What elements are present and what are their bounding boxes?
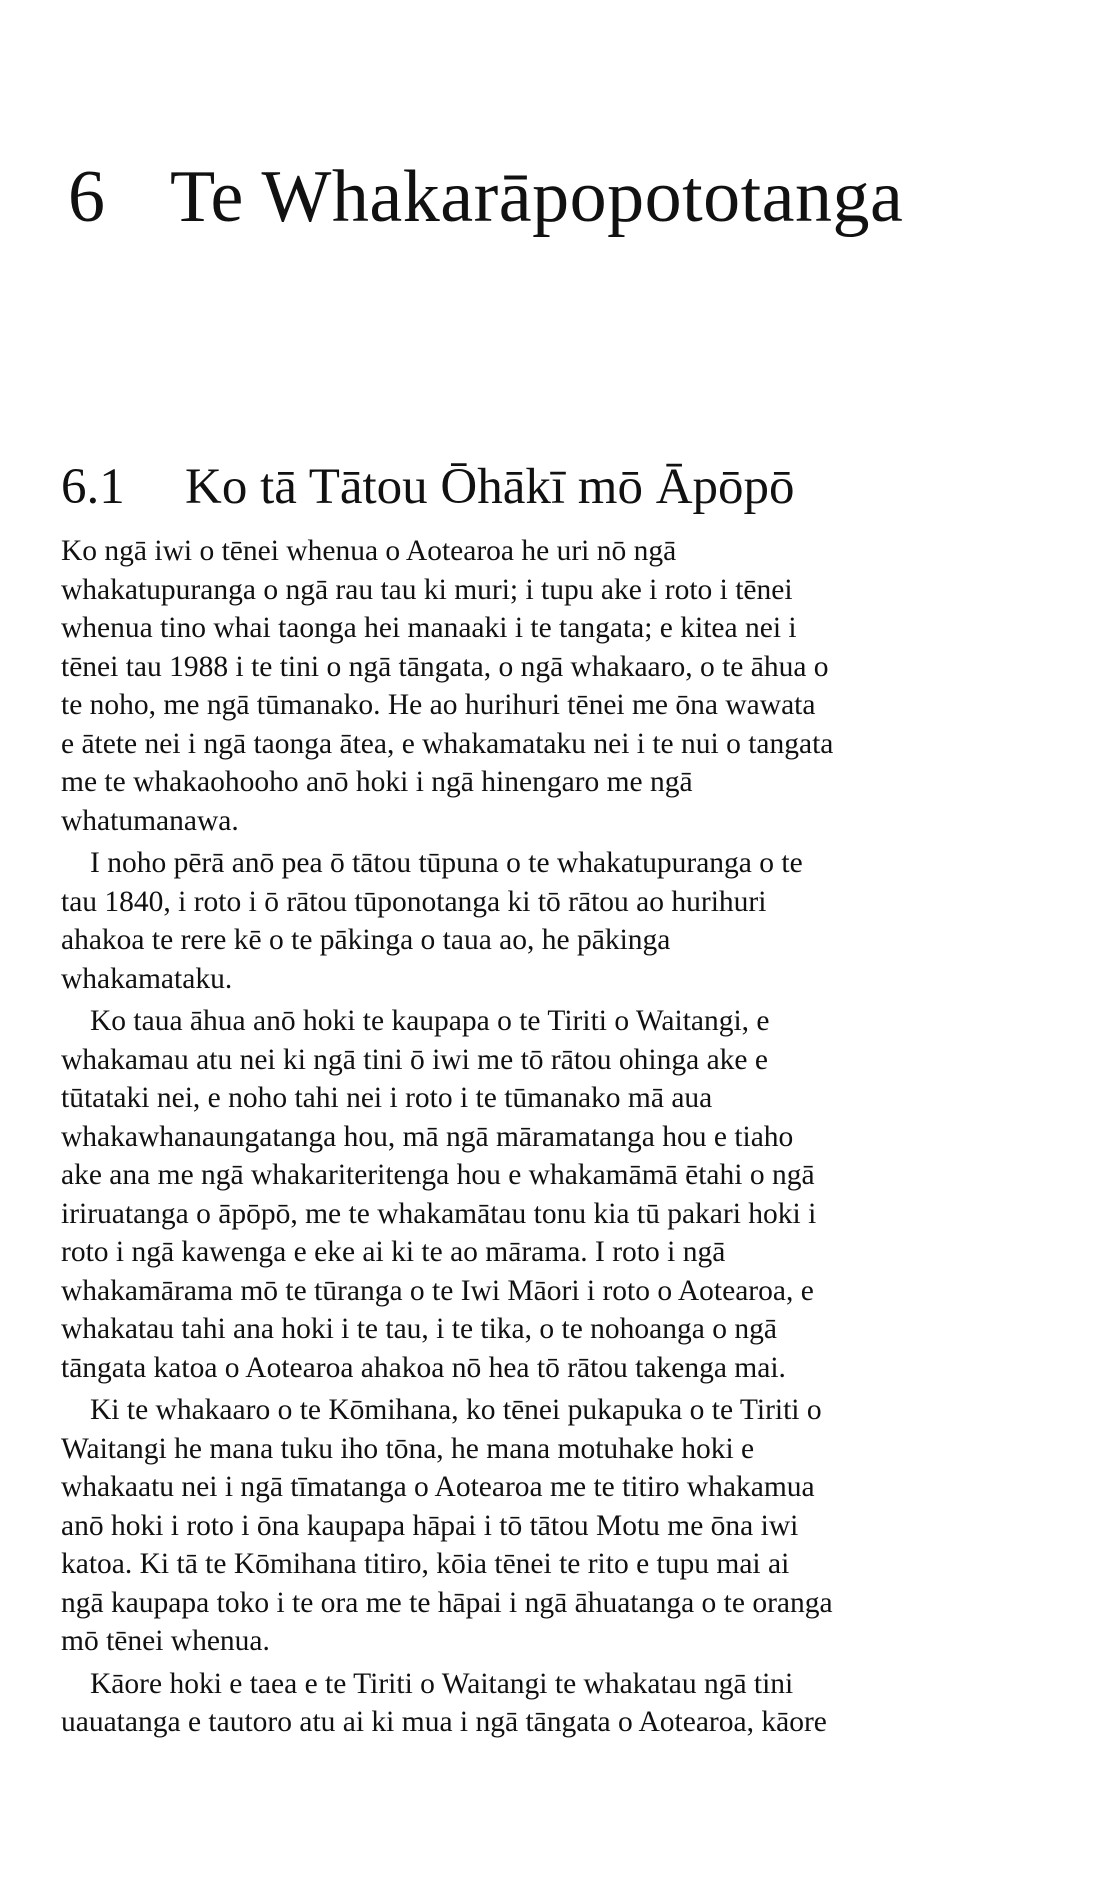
text-line: te noho, me ngā tūmanako. He ao hurihuri tēnei me ōna wawata bbox=[61, 689, 816, 721]
text-line: mō tēnei whenua. bbox=[61, 1625, 270, 1657]
text-line: whenua tino whai taonga hei manaaki i te tangata; e kitea nei i bbox=[61, 612, 797, 644]
text-line: tūtataki nei, e noho tahi nei i roto i te tūmanako mā aua bbox=[61, 1082, 713, 1114]
text-line: roto i ngā kawenga e eke ai ki te ao mārama. I roto i ngā bbox=[61, 1236, 726, 1268]
text-line: tau 1840, i roto i ō rātou tūponotanga ki tō rātou ao hurihuri bbox=[61, 885, 767, 918]
text-line: I noho pērā anō pea ō tātou tūpuna o te whakatupuranga o te bbox=[90, 847, 803, 879]
paragraph bbox=[61, 532, 1061, 840]
text-line: uauatanga e tautoro atu ai ki mua i ngā tāngata o Aotearoa, kāore bbox=[61, 1706, 827, 1738]
text-line: whakamataku. bbox=[61, 962, 233, 995]
text-line: whatumanawa. bbox=[61, 804, 239, 837]
text-line: iriruatanga o āpōpō, me te whakamātau tonu kia tū pakari hoki i bbox=[61, 1197, 817, 1230]
section-title: Ko tā Tātou Ōhākī mō Āpōpō bbox=[185, 459, 795, 515]
section-heading bbox=[61, 459, 795, 515]
text-line: me te whakaohooho anō hoki i ngā hinengaro me ngā bbox=[61, 766, 693, 798]
text-line: Ko taua āhua anō hoki te kaupapa o te Tiriti o Waitangi, e bbox=[90, 1005, 770, 1037]
body-text bbox=[61, 532, 1061, 1742]
chapter-title: Te Whakarāpopototanga bbox=[170, 156, 904, 238]
text-line: ngā kaupapa toko i te ora me te hāpai i ngā āhuatanga o te oranga bbox=[61, 1586, 833, 1619]
text-line: whakatau tahi ana hoki i te tau, i te tika, o te nohoanga o ngā bbox=[61, 1313, 777, 1345]
text-line: katoa. Ki tā te Kōmihana titiro, kōia tēnei te rito e tupu mai ai bbox=[61, 1548, 790, 1580]
paragraph bbox=[61, 1391, 1061, 1661]
text-line: Ko ngā iwi o tēnei whenua o Aotearoa he uri nō ngā bbox=[61, 535, 677, 567]
text-line: whakatupuranga o ngā rau tau ki muri; i tupu ake i roto i tēnei bbox=[61, 573, 793, 606]
paragraph bbox=[61, 1665, 1061, 1742]
text-line: ahakoa te rere kē o te pākinga o taua ao, he pākinga bbox=[61, 924, 671, 956]
text-line: whakamārama mō te tūranga o te Iwi Māori i roto o Aotearoa, e bbox=[61, 1274, 814, 1307]
text-line: tēnei tau 1988 i te tini o ngā tāngata, o ngā whakaaro, o te āhua o bbox=[61, 650, 829, 683]
chapter-number: 6 bbox=[68, 156, 106, 238]
text-line: whakaatu nei i ngā tīmatanga o Aotearoa me te titiro whakamua bbox=[61, 1471, 815, 1503]
text-line: tāngata katoa o Aotearoa ahakoa nō hea tō rātou takenga mai. bbox=[61, 1351, 786, 1384]
text-line: ake ana me ngā whakariteritenga hou e whakamāmā ētahi o ngā bbox=[61, 1159, 815, 1191]
text-line: Waitangi he mana tuku iho tōna, he mana motuhake hoki e bbox=[61, 1432, 755, 1465]
paragraph bbox=[61, 1002, 1061, 1387]
text-line: e ātete nei i ngā taonga ātea, e whakamataku nei i te nui o tangata bbox=[61, 727, 834, 760]
text-line: whakamau atu nei ki ngā tini ō iwi me tō rātou ohinga ake e bbox=[61, 1043, 768, 1076]
text-line: Ki te whakaaro o te Kōmihana, ko tēnei pukapuka o te Tiriti o bbox=[90, 1394, 822, 1426]
chapter-heading bbox=[68, 156, 904, 238]
text-line: whakawhanaungatanga hou, mā ngā māramatanga hou e tiaho bbox=[61, 1120, 794, 1153]
paragraph bbox=[61, 844, 1061, 998]
text-line: Kāore hoki e taea e te Tiriti o Waitangi te whakatau ngā tini bbox=[90, 1667, 794, 1700]
text-line: anō hoki i roto i ōna kaupapa hāpai i tō tātou Motu me ōna iwi bbox=[61, 1509, 799, 1542]
section-number: 6.1 bbox=[61, 459, 125, 515]
